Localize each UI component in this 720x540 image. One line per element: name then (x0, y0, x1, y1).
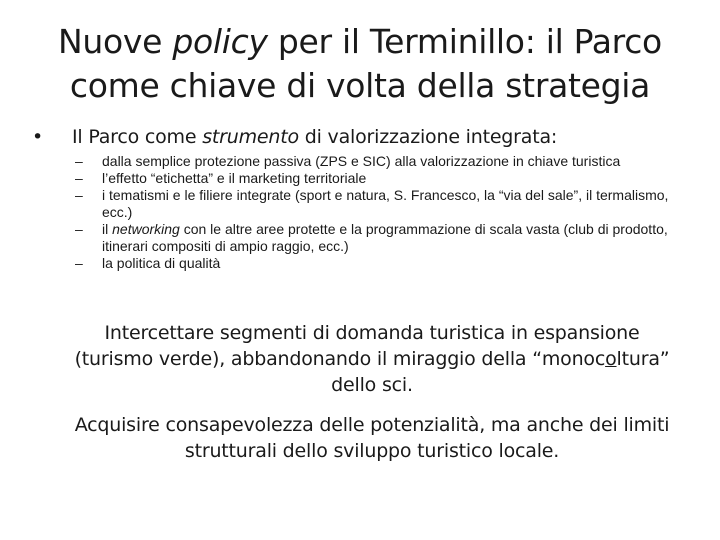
bullet-text-part: Il Parco come (72, 126, 203, 148)
bullet-text-part: di valorizzazione integrata: (298, 126, 558, 148)
list-item-text: dalla semplice protezione passiva (ZPS e SIC) alla valorizzazione in chiave turistica (102, 153, 621, 169)
list-item-text-part: il (102, 221, 113, 237)
paragraph-target-segments (72, 320, 672, 398)
dash-icon: – (75, 221, 83, 237)
title-line-1 (30, 20, 690, 64)
paragraph-text-part: Intercettare segmenti di domanda turistica in espansione (turismo verde), abbandonando il miraggio della “monoc (74, 322, 640, 370)
bullet-emphasis: strumento (202, 126, 299, 148)
paragraph-text-part: ltura” dello sci. (331, 348, 670, 396)
slide-title (30, 20, 690, 108)
title-emphasis: policy (172, 22, 268, 61)
underlined-letter: o (605, 348, 617, 370)
title-line-2: come chiave di volta della strategia (69, 66, 651, 105)
dash-icon: – (75, 187, 83, 203)
main-bullet (30, 124, 700, 150)
list-item-emphasis: networking (112, 221, 180, 237)
dash-icon: – (75, 170, 83, 186)
title-text-part: per il Terminillo: il Parco (267, 22, 662, 61)
title-text-part: Nuove (58, 22, 173, 61)
list-item-text (102, 221, 675, 255)
list-item-text-part: con le altre aree protette e la programmazione di scala vasta (club di prodotto, itinerari compositi di ampio raggio, ecc.) (102, 221, 668, 254)
list-item (75, 221, 675, 255)
list-item (75, 255, 675, 272)
dash-icon: – (75, 153, 83, 169)
list-item (75, 187, 675, 221)
dash-icon: – (75, 255, 83, 271)
list-item-text: l’effetto “etichetta” e il marketing territoriale (102, 170, 367, 186)
bullet-dot-icon: • (32, 126, 44, 148)
list-item-text: i tematismi e le filiere integrate (sport e natura, S. Francesco, la “via del sale”, il termalismo, ecc.) (102, 187, 669, 220)
list-item (75, 170, 675, 187)
list-item-text: la politica di qualità (102, 255, 221, 271)
paragraph-awareness: Acquisire consapevolezza delle potenzialità, ma anche dei limiti strutturali dello sviluppo turistico locale. (74, 414, 670, 462)
list-item (75, 153, 675, 170)
sub-bullet-list (75, 153, 675, 272)
